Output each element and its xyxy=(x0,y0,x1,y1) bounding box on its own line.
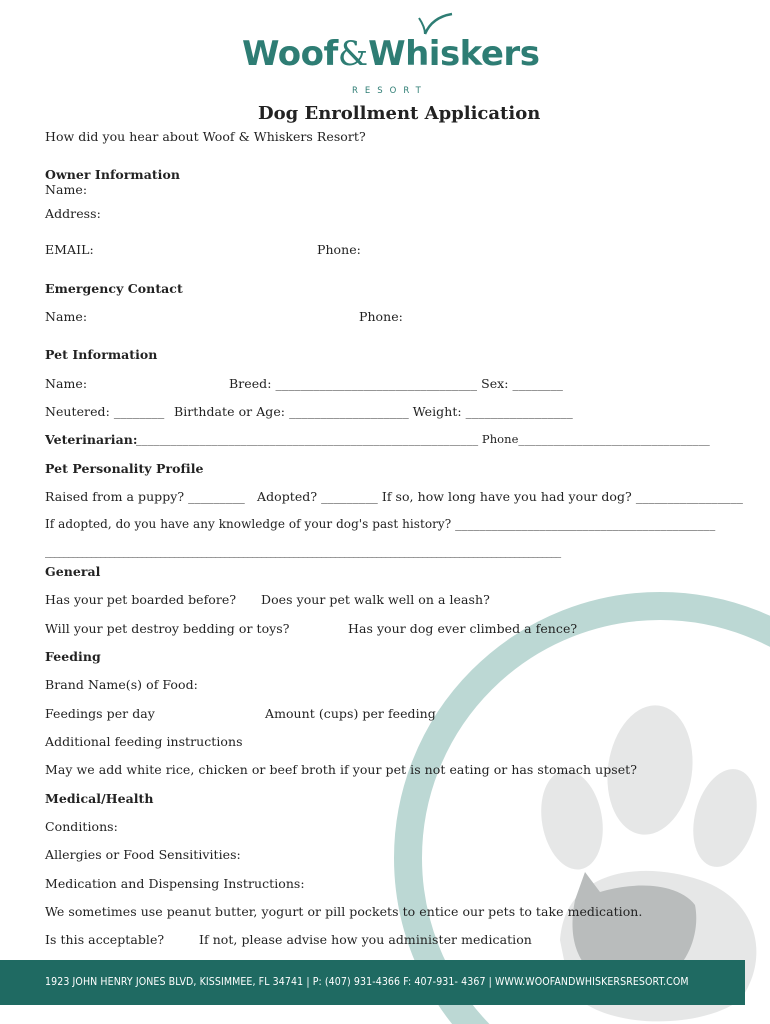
owner-info-heading: Owner Information xyxy=(45,167,180,182)
emergency-phone-label: Phone: xyxy=(359,309,403,324)
pet-breed-sex-field[interactable]: Breed: ________________________________ Sex: ________ xyxy=(229,376,563,391)
owner-email-label: EMAIL: xyxy=(45,242,94,257)
acceptable-question: Is this acceptable? xyxy=(45,932,165,947)
boarded-question: Has your pet boarded before? xyxy=(45,592,237,607)
pet-info-heading: Pet Information xyxy=(45,347,158,362)
raised-from-puppy-field[interactable]: Raised from a puppy? _________ xyxy=(45,489,245,504)
pet-birthdate-weight-field[interactable]: Birthdate or Age: ___________________ Weight: _________________ xyxy=(174,404,573,419)
logo-resort-text: RESORT xyxy=(352,86,428,96)
amount-per-feeding-label: Amount (cups) per feeding xyxy=(265,706,436,721)
owner-address-label: Address: xyxy=(45,206,101,221)
rice-broth-question: May we add white rice, chicken or beef broth if your pet is not eating or has stomach upset? xyxy=(45,762,637,777)
destroy-bedding-question: Will your pet destroy bedding or toys? xyxy=(45,621,290,636)
general-heading: General xyxy=(45,564,101,579)
pet-neutered-field[interactable]: Neutered: ________ xyxy=(45,404,165,419)
emergency-name-label: Name: xyxy=(45,309,88,324)
peanut-butter-statement: We sometimes use peanut butter, yogurt or pill pockets to entice our pets to take medication. xyxy=(45,904,643,919)
medication-label: Medication and Dispensing Instructions: xyxy=(45,876,305,891)
administer-medication-label: If not, please advise how you administer medication xyxy=(199,932,532,947)
leash-question: Does your pet walk well on a leash? xyxy=(261,592,490,607)
additional-feeding-label: Additional feeding instructions xyxy=(45,734,243,749)
food-brand-label: Brand Name(s) of Food: xyxy=(45,677,198,692)
logo-word-whiskers: Whiskers xyxy=(368,34,540,74)
owner-phone-label: Phone: xyxy=(317,242,361,257)
adopted-field[interactable]: Adopted? _________ If so, how long have you had your dog? _________________ xyxy=(257,489,743,504)
veterinarian-field[interactable]: ___________________________________________________________ Phone_________________________________ xyxy=(136,432,710,446)
owner-name-label: Name: xyxy=(45,182,88,197)
pet-name-label: Name: xyxy=(45,376,88,391)
personality-heading: Pet Personality Profile xyxy=(45,461,204,476)
climbed-fence-question: Has your dog ever climbed a fence? xyxy=(348,621,578,636)
logo-leaf-icon xyxy=(0,0,770,100)
footer-contact-info: 1923 JOHN HENRY JONES BLVD, KISSIMMEE, FL 34741 | P: (407) 931-4366 F: 407-931- 4367 | WWW.WOOFANDWHISKERSRESORT.COM xyxy=(45,976,689,988)
paw-toe-3 xyxy=(683,762,767,874)
logo-ampersand: & xyxy=(337,34,369,74)
past-history-field[interactable]: If adopted, do you have any knowledge of your dog's past history? ___________________________________________ xyxy=(45,517,716,531)
page-title: Dog Enrollment Application xyxy=(258,103,541,124)
conditions-label: Conditions: xyxy=(45,819,118,834)
allergies-label: Allergies or Food Sensitivities: xyxy=(45,847,241,862)
feedings-per-day-label: Feedings per day xyxy=(45,706,155,721)
referral-question: How did you hear about Woof & Whiskers Resort? xyxy=(45,129,366,144)
feeding-heading: Feeding xyxy=(45,649,101,664)
emergency-contact-heading: Emergency Contact xyxy=(45,281,183,296)
paw-toe-2 xyxy=(534,766,610,875)
medical-heading: Medical/Health xyxy=(45,791,154,806)
veterinarian-label: Veterinarian: xyxy=(45,432,138,447)
past-history-line[interactable]: ________________________________________________________________________________________________________________ xyxy=(45,545,561,558)
logo-word-woof: Woof xyxy=(242,34,338,74)
